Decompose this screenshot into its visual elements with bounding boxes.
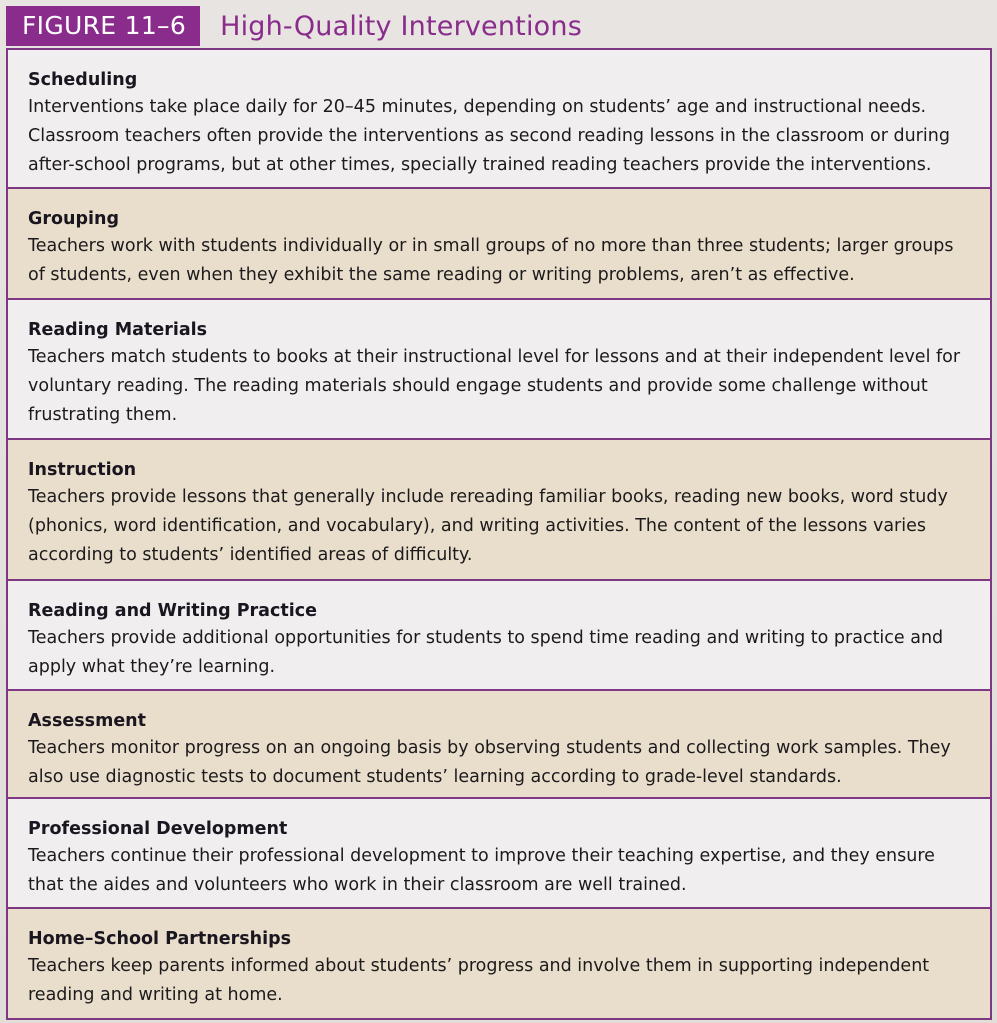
row-heading: Professional Development [28, 819, 288, 839]
row-reading-writing-practice [8, 581, 990, 691]
row-instruction [8, 440, 990, 581]
row-heading: Home–School Partnerships [28, 929, 292, 949]
row-heading: Grouping [28, 209, 119, 229]
row-body: Teachers provide lessons that generally include rereading familiar books, reading new books, word study (phonics, word identification, and vocabulary), and writing activities. The content of the lessons varies according to students’ identified areas of difficulty. [28, 487, 948, 565]
figure-title: High-Quality Interventions [220, 10, 582, 42]
row-home-school-partnerships [8, 909, 990, 1018]
row-heading: Instruction [28, 460, 137, 480]
row-heading: Reading Materials [28, 320, 208, 340]
figure-label: FIGURE 11–6 [6, 6, 200, 46]
row-body: Teachers provide additional opportunities for students to spend time reading and writing to practice and apply what they’re learning. [28, 628, 944, 677]
row-body: Teachers continue their professional development to improve their teaching expertise, and they ensure that the aides and volunteers who work in their classroom are well trained. [28, 846, 935, 895]
row-assessment [8, 691, 990, 799]
row-body: Teachers monitor progress on an ongoing basis by observing students and collecting work samples. They also use diagnostic tests to document students’ learning according to grade-level standards. [28, 738, 951, 787]
row-heading: Reading and Writing Practice [28, 601, 317, 621]
row-heading: Assessment [28, 711, 147, 731]
row-body: Teachers match students to books at their instructional level for lessons and at their independent level for voluntary reading. The reading materials should engage students and provide some challenge without frustrating them. [28, 347, 961, 425]
figure-header [6, 6, 582, 46]
interventions-table [6, 48, 992, 1020]
row-grouping [8, 189, 990, 300]
row-reading-materials [8, 300, 990, 440]
row-heading: Scheduling [28, 70, 138, 90]
row-body: Teachers work with students individually or in small groups of no more than three students; larger groups of students, even when they exhibit the same reading or writing problems, aren’t as effective. [28, 236, 954, 285]
row-body: Interventions take place daily for 20–45 minutes, depending on students’ age and instructional needs. Classroom teachers often provide the interventions as second reading lessons in the classroom or during after-school programs, but at other times, specially trained reading teachers provide the interventions. [28, 97, 950, 175]
row-scheduling [8, 50, 990, 189]
row-body: Teachers keep parents informed about students’ progress and involve them in supporting independent reading and writing at home. [28, 956, 930, 1005]
row-professional-development [8, 799, 990, 909]
